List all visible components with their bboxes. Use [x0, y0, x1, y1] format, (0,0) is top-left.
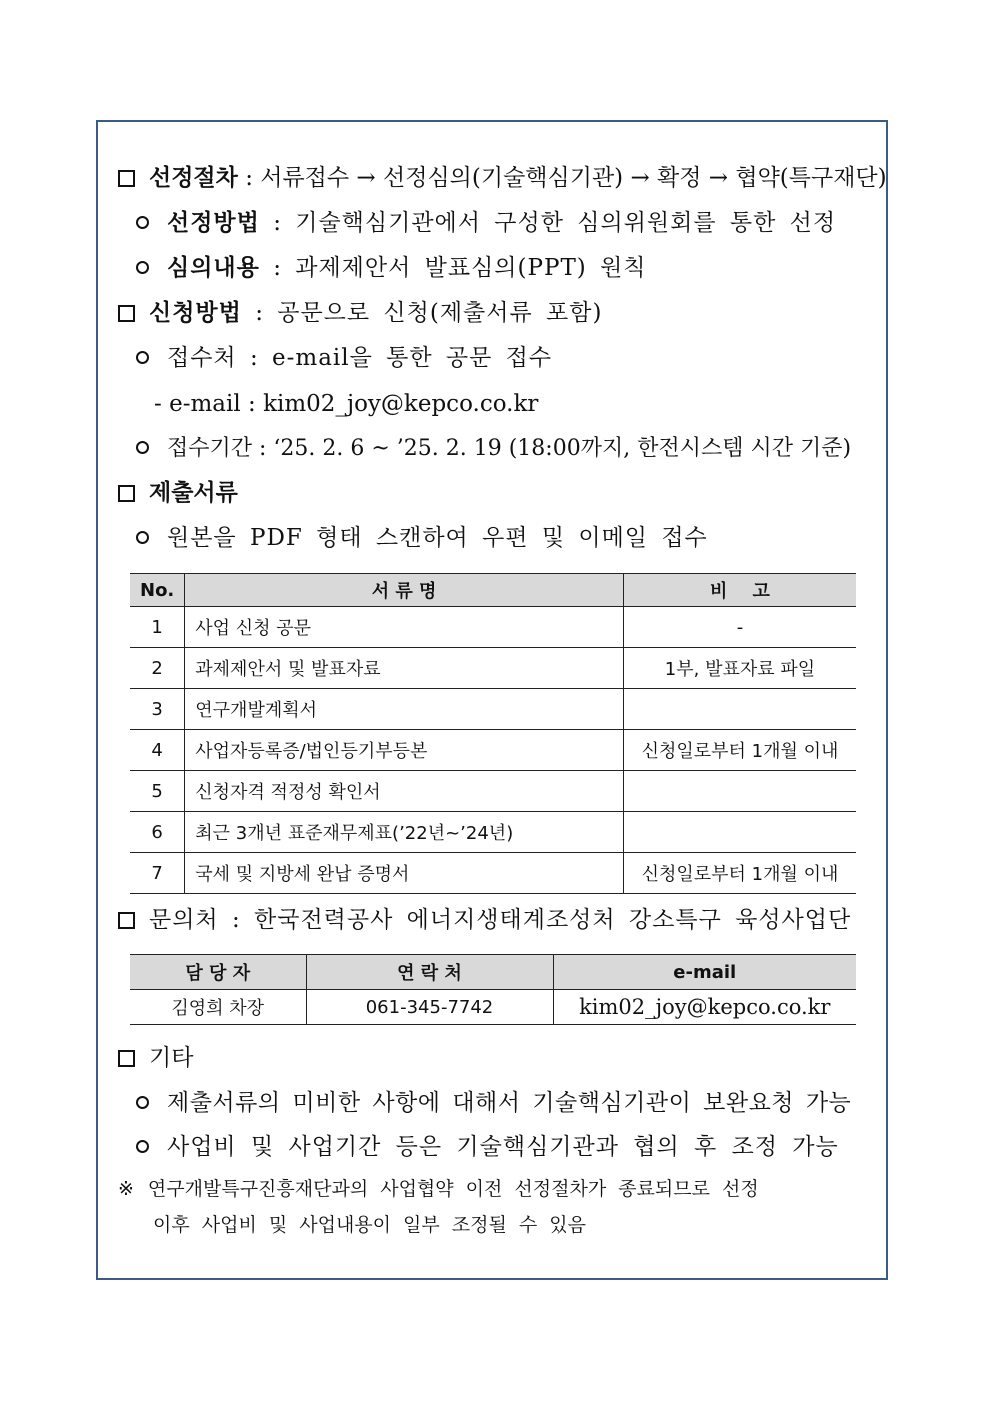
contact-email: kim02_joy@kepco.co.kr: [553, 990, 856, 1025]
apply-email-text: - e-mail : kim02_joy@kepco.co.kr: [154, 391, 539, 417]
etc-note-line2: [153, 1209, 586, 1241]
selection-method-label: 선정방법: [167, 209, 260, 236]
apply-period-line: [136, 433, 851, 465]
contact-table: [130, 954, 856, 1025]
row-remark: 1부, 발표자료 파일: [623, 648, 856, 689]
column-header-phone: 연 락 처: [306, 955, 553, 990]
row-name: 사업자등록증/법인등기부등본: [185, 730, 624, 771]
row-name: 국세 및 지방세 완납 증명서: [185, 853, 624, 894]
documents-table: [130, 573, 856, 894]
bullet-circle-icon: [136, 216, 149, 229]
contact-phone: 061-345-7742: [306, 990, 553, 1025]
selection-review-label: 심의내용: [167, 254, 260, 281]
table-row: [130, 853, 856, 894]
table-row: [130, 771, 856, 812]
row-remark: [623, 689, 856, 730]
column-header-no: No.: [130, 574, 185, 607]
etc-note-text2: 이후 사업비 및 사업내용이 일부 조정될 수 있음: [153, 1214, 587, 1236]
selection-review-text: : 과제제안서 발표심의(PPT) 원칙: [273, 255, 647, 281]
etc-item1: 제출서류의 미비한 사항에 대해서 기술핵심기관이 보완요청 가능: [167, 1090, 852, 1116]
bullet-circle-icon: [136, 1140, 149, 1153]
row-no: 5: [130, 771, 185, 812]
documents-note: 원본을 PDF 형태 스캔하여 우편 및 이메일 접수: [167, 525, 708, 551]
row-name: 최근 3개년 표준재무제표(’22년~’24년): [185, 812, 624, 853]
checkbox-square-icon: [118, 305, 135, 322]
selection-text: : 서류접수 → 선정심의(기술핵심기관) → 확정 → 협약(특구재단): [245, 165, 887, 191]
apply-period-text: 접수기간 : ‘25. 2. 6 ~ ’25. 2. 19 (18:00까지, 한전시스템 시간 기준): [167, 436, 852, 461]
bullet-circle-icon: [136, 531, 149, 544]
etc-heading-line: [118, 1042, 193, 1074]
table-row: [130, 648, 856, 689]
row-remark: -: [623, 607, 856, 648]
row-name: 연구개발계획서: [185, 689, 624, 730]
row-name: 신청자격 적정성 확인서: [185, 771, 624, 812]
row-remark: 신청일로부터 1개월 이내: [623, 730, 856, 771]
table-row: [130, 812, 856, 853]
contact-line: [118, 904, 851, 936]
selection-heading-line: [118, 162, 887, 194]
etc-note-line1: [118, 1173, 759, 1205]
documents-heading-line: [118, 477, 238, 509]
checkbox-square-icon: [118, 485, 135, 502]
note-mark: ※: [118, 1178, 134, 1200]
row-no: 2: [130, 648, 185, 689]
documents-heading: 제출서류: [149, 479, 238, 506]
apply-heading: 신청방법: [149, 299, 242, 326]
checkbox-square-icon: [118, 170, 135, 187]
row-name: 사업 신청 공문: [185, 607, 624, 648]
bullet-circle-icon: [136, 1096, 149, 1109]
row-no: 1: [130, 607, 185, 648]
column-header-email: e-mail: [553, 955, 856, 990]
column-header-person: 담 당 자: [130, 955, 306, 990]
column-header-remark: 비 고: [623, 574, 856, 607]
apply-text: : 공문으로 신청(제출서류 포함): [255, 300, 603, 326]
contact-person: 김영희 차장: [130, 990, 306, 1025]
bullet-circle-icon: [136, 261, 149, 274]
etc-note-text1: 연구개발특구진흥재단과의 사업협약 이전 선정절차가 종료되므로 선정: [147, 1178, 759, 1200]
checkbox-square-icon: [118, 912, 135, 929]
row-no: 7: [130, 853, 185, 894]
checkbox-square-icon: [118, 1050, 135, 1067]
documents-note-line: [136, 522, 708, 554]
row-name: 과제제안서 및 발표자료: [185, 648, 624, 689]
etc-item2: 사업비 및 사업기간 등은 기술핵심기관과 협의 후 조정 가능: [167, 1134, 839, 1160]
selection-heading: 선정절차: [149, 164, 238, 191]
selection-method-text: : 기술핵심기관에서 구성한 심의위원회를 통한 선정: [273, 210, 837, 236]
selection-method-line: [136, 207, 836, 239]
row-no: 6: [130, 812, 185, 853]
etc-item2-line: [136, 1131, 839, 1163]
row-remark: [623, 771, 856, 812]
row-no: 3: [130, 689, 185, 730]
bullet-circle-icon: [136, 441, 149, 454]
table-row: [130, 730, 856, 771]
table-row: [130, 689, 856, 730]
bullet-circle-icon: [136, 351, 149, 364]
table-row: [130, 990, 856, 1025]
row-no: 4: [130, 730, 185, 771]
apply-receive-text: 접수처 : e-mail을 통한 공문 접수: [167, 345, 553, 371]
etc-item1-line: [136, 1087, 851, 1119]
apply-email-line: [154, 388, 538, 420]
documents-table-header: [130, 574, 856, 607]
column-header-name: 서 류 명: [185, 574, 624, 607]
apply-receive-line: [136, 342, 552, 374]
selection-review-line: [136, 252, 647, 284]
table-row: [130, 607, 856, 648]
etc-heading: 기타: [149, 1045, 194, 1071]
contact-text: 문의처 : 한국전력공사 에너지생태계조성처 강소특구 육성사업단: [149, 907, 852, 933]
apply-heading-line: [118, 297, 602, 329]
row-remark: 신청일로부터 1개월 이내: [623, 853, 856, 894]
row-remark: [623, 812, 856, 853]
contact-table-header: [130, 955, 856, 990]
